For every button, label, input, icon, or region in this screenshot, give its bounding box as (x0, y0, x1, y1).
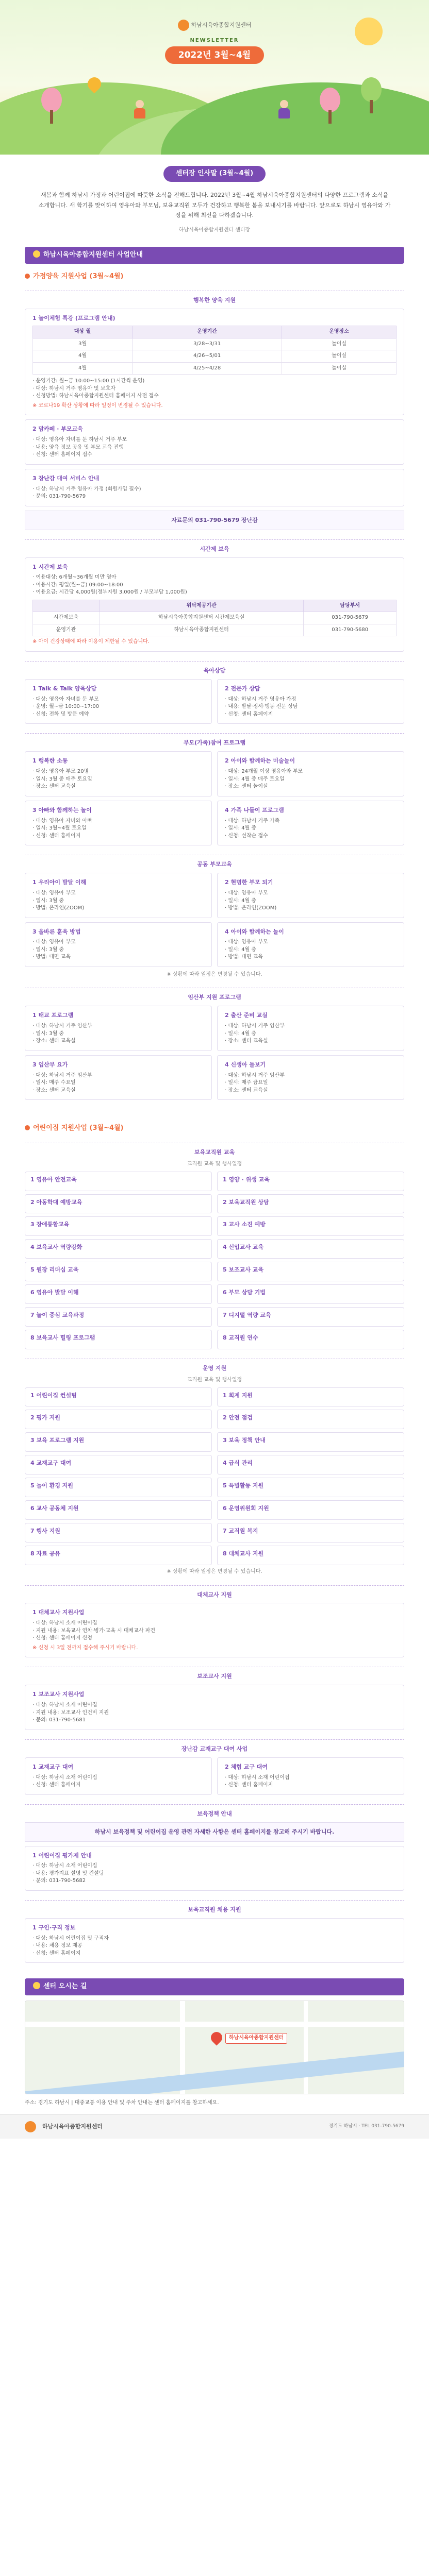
info-table (32, 600, 397, 637)
program-item-title: 2 안전 점검 (223, 1414, 253, 1421)
card-line: · 대상: 하남시 어린이집 및 구직자 (32, 1935, 109, 1941)
card-line: · 일시: 3월 중 (32, 897, 64, 904)
program-item (25, 1387, 212, 1407)
program-card (25, 1603, 404, 1657)
program-row (25, 1478, 404, 1497)
card-title: 2 현명한 부모 되기 (225, 879, 273, 886)
program-item-title: 8 보육교사 힐링 프로그램 (30, 1334, 95, 1342)
schedule-table (32, 326, 397, 375)
program-item (217, 1194, 404, 1214)
card-row (25, 1006, 404, 1050)
card-note: ※ 코로나19 확산 상황에 따라 일정이 변경될 수 있습니다. (32, 402, 163, 409)
program-item-title: 2 평가 지원 (30, 1414, 60, 1421)
card-line: · 장소: 센터 교육실 (225, 1087, 268, 1093)
program-item-title: 3 교사 소진 예방 (223, 1221, 266, 1228)
card-row (25, 1055, 404, 1100)
program-item (217, 1172, 404, 1191)
program-item-title: 4 보육교사 역량강화 (30, 1244, 82, 1251)
table-cell: 운영기관 (33, 624, 100, 636)
card-line: · 이용시간: 평일(월~금) 09:00~18:00 (32, 582, 123, 588)
footer-info: 경기도 하남시 · TEL 031-790-5679 (328, 2124, 404, 2129)
card-line: · 일시: 4월 중 (225, 897, 257, 904)
card-line: · 운영기간: 월~금 10:00~15:00 (1시간씩 운영) (32, 378, 145, 384)
card-line: · 신청: 센터 홈페이지 (32, 1782, 81, 1788)
card-line: · 대상: 하남시 소재 어린이집 (32, 1774, 97, 1781)
card-line: · 대상: 하남시 소재 어린이집 (32, 1863, 97, 1869)
program-card (25, 309, 404, 415)
card-line: · 일시: 4월 중 매주 토요일 (225, 776, 285, 782)
section-title: 장난감 교재교구 대여 사업 (25, 1739, 404, 1753)
card-line: · 내용: 발달·정서·행동 전문 상담 (225, 704, 298, 710)
section-title: 시간제 보육 (25, 539, 404, 553)
card-title: 2 아이와 함께하는 미술놀이 (225, 757, 295, 765)
section-title: 임산부 지원 프로그램 (25, 988, 404, 1002)
daycare-category-label: 어린이집 지원사업 (3월~4월) (33, 1124, 124, 1132)
program-item-title: 1 영유아 안전교육 (30, 1176, 77, 1183)
logo-icon (178, 20, 189, 31)
bullet-icon (25, 274, 30, 279)
issue-title: 2022년 3월~4월 (165, 46, 264, 64)
program-row (25, 1262, 404, 1281)
hero-banner (0, 0, 429, 155)
location-icon (33, 1982, 40, 1989)
program-item (217, 1410, 404, 1429)
program-item (217, 1239, 404, 1259)
program-item-title: 5 특별활동 지원 (223, 1482, 264, 1489)
section-subtitle: 교직원 교육 및 행사일정 (187, 1161, 242, 1167)
program-card (217, 922, 404, 967)
card-title: 1 교재교구 대여 (32, 1763, 74, 1770)
program-row (25, 1284, 404, 1304)
program-card (25, 419, 404, 464)
program-row (25, 1410, 404, 1429)
card-line: · 대상: 하남시 거주 영유아 및 보호자 (32, 385, 116, 392)
newsletter-label: NEWSLETTER (190, 38, 239, 43)
card-title: 2 체험 교구 대여 (225, 1763, 268, 1770)
tree-icon (320, 88, 340, 124)
program-row (25, 1500, 404, 1520)
program-card (25, 469, 404, 506)
map-river (25, 2044, 404, 2094)
card-line: · 지원 내용: 보육교사 연차·병가·교육 시 대체교사 파견 (32, 1628, 156, 1634)
card-title: 1 우리아이 발달 이해 (32, 879, 87, 886)
card-line: · 문의: 031-790-5681 (32, 1717, 86, 1723)
program-item-title: 6 교사 공동체 지원 (30, 1505, 79, 1512)
card-line: · 일시: 매주 수요일 (32, 1080, 76, 1086)
card-line: · 문의: 031-790-5682 (32, 1878, 86, 1884)
card-title: 1 놀이체험 특강 (프로그램 안내) (32, 315, 116, 322)
card-line: · 신청: 센터 홈페이지 (32, 833, 81, 839)
program-card (217, 1055, 404, 1100)
table-header: 운영장소 (282, 326, 397, 338)
program-item (217, 1387, 404, 1407)
child-icon (134, 100, 145, 118)
program-item-title: 7 행사 지원 (30, 1528, 60, 1535)
tree-icon (41, 88, 62, 124)
card-line: · 방법: 대면 교육 (225, 954, 263, 960)
footer (0, 2114, 429, 2139)
policy-highlight: 하남시 보육정책 및 어린이집 운영 관련 자세한 사항은 센터 홈페이지를 참고해 주시기 바랍니다. (25, 1822, 404, 1842)
card-line: · 일시: 4월 중 (225, 1030, 257, 1037)
table-row (33, 350, 397, 363)
card-title: 1 Talk & Talk 양육상담 (32, 685, 97, 692)
table-cell: 031-790-5679 (304, 612, 397, 624)
sun-icon (355, 18, 383, 45)
program-card (217, 679, 404, 724)
program-card (25, 557, 404, 652)
card-line: · 신청: 센터 홈페이지 접수 (32, 452, 92, 458)
table-cell: 하남시육아종합지원센터 시간제보육실 (99, 612, 304, 624)
table-header (33, 600, 100, 612)
card-title: 1 어린이집 평가제 안내 (32, 1852, 92, 1859)
program-item (217, 1500, 404, 1520)
intro-section (0, 155, 429, 247)
program-item-title: 1 영양 · 위생 교육 (223, 1176, 270, 1183)
program-row (25, 1307, 404, 1327)
card-line: · 일시: 3월 중 매주 토요일 (32, 776, 92, 782)
location-map[interactable] (25, 2001, 404, 2094)
program-item-title: 3 보육 정책 안내 (223, 1437, 266, 1444)
card-line: · 대상: 영유아 자녀와 아빠 (32, 818, 92, 824)
program-item-title: 1 어린이집 컨설팅 (30, 1392, 77, 1399)
card-line: · 장소: 센터 교육실 (32, 784, 76, 790)
card-line: · 방법: 대면 교육 (32, 954, 71, 960)
program-card (25, 1757, 212, 1795)
table-row (33, 362, 397, 375)
table-cell: 하남시육아종합지원센터 (99, 624, 304, 636)
program-row (25, 1432, 404, 1452)
card-line: · 신청방법: 하남시육아종합지원센터 홈페이지 사전 접수 (32, 393, 159, 399)
program-row (25, 1172, 404, 1191)
card-line: · 신청: 센터 홈페이지 신청 (32, 1635, 92, 1641)
program-item-title: 4 교재교구 대여 (30, 1460, 72, 1467)
card-line: · 신청: 센터 홈페이지 (225, 1782, 273, 1788)
program-item-title: 4 신입교사 교육 (223, 1244, 264, 1251)
card-title: 1 보조교사 지원사업 (32, 1691, 85, 1698)
card-line: · 방법: 온라인(ZOOM) (32, 905, 85, 911)
program-item-title: 1 회계 지원 (223, 1392, 253, 1399)
card-line: · 일시: 4월 중 (225, 825, 257, 832)
table-cell: 놀이실 (282, 350, 397, 363)
card-title: 4 아이와 함께하는 놀이 (225, 928, 284, 935)
section-title: 행복한 양육 지원 (25, 291, 404, 304)
address-text: 주소: 경기도 하남시 | 대중교통 이용 안내 및 주차 안내는 센터 홈페이지를 참고하세요. (25, 2100, 219, 2106)
program-item (25, 1546, 212, 1565)
section-title: 공동 부모교육 (25, 855, 404, 869)
location-banner (25, 1978, 404, 1995)
program-row (25, 1330, 404, 1349)
table-cell: 4월 (33, 362, 133, 375)
card-title: 4 가족 나들이 프로그램 (225, 806, 284, 814)
program-item-title: 5 놀이 환경 지원 (30, 1482, 73, 1489)
card-row (25, 1757, 404, 1795)
program-item (25, 1194, 212, 1214)
section-subtitle: 교직원 교육 및 행사일정 (187, 1377, 242, 1383)
program-item (217, 1284, 404, 1304)
table-header: 위탁제공기관 (99, 600, 304, 612)
program-item (25, 1500, 212, 1520)
section-note: ※ 상황에 따라 일정은 변경될 수 있습니다. (167, 971, 262, 977)
map-road (25, 2022, 404, 2027)
program-item-title: 6 운영위원회 지원 (223, 1505, 269, 1512)
card-title: 2 출산 준비 교실 (225, 1012, 268, 1019)
card-line: · 대상: 하남시 소재 어린이집 (32, 1620, 97, 1626)
card-title: 1 태교 프로그램 (32, 1012, 74, 1019)
tree-icon (361, 77, 382, 113)
program-row (25, 1216, 404, 1236)
program-card (25, 1685, 404, 1730)
program-item (25, 1284, 212, 1304)
center-logo (170, 20, 259, 31)
program-item (25, 1432, 212, 1452)
card-title: 2 전문가 상담 (225, 685, 260, 692)
section-note: ※ 상황에 따라 일정은 변경될 수 있습니다. (167, 1569, 262, 1575)
home-category (25, 272, 404, 282)
program-item-title: 7 교직원 복지 (223, 1528, 258, 1535)
card-title: 1 대체교사 지원사업 (32, 1609, 85, 1616)
card-title: 3 올바른 훈육 방법 (32, 928, 81, 935)
program-card (25, 801, 212, 845)
daycare-category (25, 1124, 404, 1133)
section-title: 보육교직원 교육 (25, 1143, 404, 1157)
footer-logo-icon (25, 2121, 36, 2132)
program-item (25, 1216, 212, 1236)
program-row (25, 1455, 404, 1475)
program-item-title: 4 급식 관리 (223, 1460, 253, 1467)
card-line: · 대상: 영유아 부모 (32, 939, 76, 945)
section-title: 육아상담 (25, 661, 404, 675)
card-note: ※ 아이 건강상태에 따라 이용이 제한될 수 있습니다. (32, 639, 150, 645)
card-title: 3 임산부 요가 (32, 1061, 68, 1068)
program-item-title: 6 부모 상담 기법 (223, 1289, 266, 1296)
card-line: · 일시: 매주 금요일 (225, 1080, 268, 1086)
card-row (25, 922, 404, 967)
star-icon (33, 250, 40, 258)
program-card (25, 922, 212, 967)
program-item (25, 1455, 212, 1475)
program-row (25, 1546, 404, 1565)
card-line: · 대상: 하남시 거주 가족 (225, 818, 280, 824)
program-card (25, 1846, 404, 1891)
program-row (25, 1239, 404, 1259)
program-item (25, 1410, 212, 1429)
intro-body: 새봄과 함께 하남시 가정과 어린이집에 따뜻한 소식을 전해드립니다. 2022년 3월~4월 하남시육아종합지원센터의 다양한 프로그램과 소식을 소개합니다. 새 학기를 맞이하여 영유아와 부모님, 보육교직원 모두가 건강하고 행복한 봄을 보내시기를 바랍니다. 앞으로도 하남시 영유아와 가정을 위해 최선을 다하겠습니다. (38, 191, 391, 219)
card-title: 1 구인·구직 정보 (32, 1924, 76, 1931)
card-title: 1 행복한 소통 (32, 757, 68, 765)
card-line: · 일시: 3월 중 (32, 1030, 64, 1037)
program-item-title: 7 디지털 역량 교육 (223, 1312, 271, 1319)
program-item (217, 1307, 404, 1327)
program-item (217, 1262, 404, 1281)
card-line: · 운영: 월~금 10:00~17:00 (32, 704, 100, 710)
card-line: · 장소: 센터 교육실 (32, 1038, 76, 1044)
card-line: · 일시: 4월 중 (225, 946, 257, 953)
card-line: · 대상: 하남시 거주 임산부 (225, 1023, 285, 1029)
table-row (33, 624, 397, 636)
program-card (25, 679, 212, 724)
card-note: ※ 신청 시 3일 전까지 접수해 주시기 바랍니다. (32, 1645, 138, 1651)
home-category-label: 가정양육 지원사업 (3월~4월) (33, 272, 124, 280)
contact-highlight: 자료문의 031-790-5679 장난감 (25, 511, 404, 530)
card-title: 2 맘카페 · 부모교육 (32, 426, 83, 433)
program-card (25, 751, 212, 796)
program-card (217, 1757, 404, 1795)
table-header: 운영기간 (133, 326, 282, 338)
program-item-title: 3 보육 프로그램 지원 (30, 1437, 85, 1444)
card-row (25, 751, 404, 796)
card-title: 3 장난감 대여 서비스 안내 (32, 474, 100, 482)
program-card (25, 1918, 404, 1963)
program-item (217, 1432, 404, 1452)
program-item (217, 1546, 404, 1565)
card-line: · 일시: 3월 중 (32, 946, 64, 953)
program-card (217, 801, 404, 845)
card-line: · 내용: 평가지표 설명 및 컨설팅 (32, 1870, 104, 1876)
section-title: 보육교직원 채용 지원 (25, 1900, 404, 1914)
footer-name: 하남시육아종합지원센터 (42, 2123, 103, 2130)
program-card (25, 1006, 212, 1050)
table-row (33, 612, 397, 624)
program-item-title: 8 대체교사 지원 (223, 1550, 264, 1557)
section-title: 보육정책 안내 (25, 1804, 404, 1818)
card-line: · 대상: 하남시 거주 임산부 (32, 1023, 92, 1029)
card-line: · 대상: 하남시 거주 임산부 (225, 1072, 285, 1078)
table-cell: 4월 (33, 350, 133, 363)
card-title: 1 시간제 보육 (32, 563, 68, 570)
card-line: · 내용: 채용 정보 제공 (32, 1943, 82, 1949)
program-card (25, 873, 212, 918)
location-banner-label: 센터 오시는 길 (43, 1982, 87, 1991)
program-card (217, 1006, 404, 1050)
table-header: 담당부서 (304, 600, 397, 612)
card-line: · 신청: 전화 및 방문 예약 (32, 711, 89, 717)
card-line: · 신청: 센터 홈페이지 (225, 711, 273, 717)
card-row (25, 679, 404, 724)
program-row (25, 1523, 404, 1543)
section-title: 부모(가족)참여 프로그램 (25, 733, 404, 747)
program-item (25, 1239, 212, 1259)
card-line: · 대상: 하남시 거주 임산부 (32, 1072, 92, 1078)
program-item (25, 1330, 212, 1349)
table-cell: 4/26~5/01 (133, 350, 282, 363)
card-row (25, 801, 404, 845)
program-item (217, 1478, 404, 1497)
program-item (25, 1307, 212, 1327)
child-icon (278, 100, 290, 118)
card-line: · 대상: 영유아 부모 (32, 890, 76, 896)
card-line: · 대상: 하남시 거주 영유아 가정 (회원가입 필수) (32, 486, 141, 492)
intro-sign: 하남시육아종합지원센터 센터장 (178, 227, 251, 233)
program-card (25, 1055, 212, 1100)
table-cell: 3월 (33, 338, 133, 350)
program-card (217, 873, 404, 918)
program-row (25, 1194, 404, 1214)
section-title: 대체교사 지원 (25, 1585, 404, 1599)
program-item-title: 8 교직원 연수 (223, 1334, 258, 1342)
program-item (25, 1523, 212, 1543)
logo-text: 하남시육아종합지원센터 (191, 22, 252, 29)
card-line: · 대상: 하남시 소재 어린이집 (32, 1702, 97, 1708)
card-row (25, 873, 404, 918)
program-item-title: 3 장애통합교육 (30, 1221, 70, 1228)
card-line: · 대상: 영유아 부모 (225, 939, 268, 945)
card-line: · 이용대상: 6개월~36개월 미만 영아 (32, 574, 117, 581)
card-line: · 대상: 24개월 이상 영유아와 부모 (225, 769, 303, 775)
program-item-title: 7 놀이 중심 교육과정 (30, 1312, 85, 1319)
card-line: · 대상: 영유아 자녀를 둔 부모 (32, 696, 99, 702)
program-item-title: 2 보육교직원 상담 (223, 1198, 269, 1206)
intro-heading: 센터장 인사말 (3월~4월) (163, 166, 266, 182)
program-item-title: 2 아동학대 예방교육 (30, 1198, 82, 1206)
program-item (217, 1330, 404, 1349)
program-item (217, 1216, 404, 1236)
card-line: · 대상: 영유아 부모 (225, 890, 268, 896)
program-item (217, 1455, 404, 1475)
table-cell: 4/25~4/28 (133, 362, 282, 375)
program-item-title: 5 보조교사 교육 (223, 1266, 264, 1274)
card-line: · 대상: 영유아 자녀를 둔 하남시 거주 부모 (32, 437, 127, 443)
table-cell: 놀이실 (282, 362, 397, 375)
table-cell: 시간제보육 (33, 612, 100, 624)
map-marker-icon (208, 2030, 224, 2046)
card-line: · 대상: 하남시 거주 영유아 가정 (225, 696, 296, 702)
map-road (304, 2001, 308, 2094)
card-title: 3 아빠와 함께하는 놀이 (32, 806, 92, 814)
program-item (25, 1262, 212, 1281)
table-cell: 3/28~3/31 (133, 338, 282, 350)
card-line: · 장소: 센터 교육실 (225, 1038, 268, 1044)
card-line: · 내용: 양육 정보 공유 및 부모 교육 진행 (32, 444, 124, 450)
program-item (217, 1523, 404, 1543)
program-row (25, 1387, 404, 1407)
map-label: 하남시육아종합지원센터 (225, 2033, 287, 2044)
card-line: · 대상: 영유아 부모 20명 (32, 769, 89, 775)
card-line: · 장소: 센터 교육실 (32, 1087, 76, 1093)
bullet-icon (25, 1125, 30, 1130)
program-card (217, 751, 404, 796)
section-title: 운영 지원 (25, 1359, 404, 1372)
section-title: 보조교사 지원 (25, 1667, 404, 1681)
card-line: · 신청: 선착순 접수 (225, 833, 268, 839)
card-line: · 지원 내용: 보조교사 인건비 지원 (32, 1709, 109, 1716)
card-line: · 일시: 3월~4월 토요일 (32, 825, 87, 832)
card-line: · 장소: 센터 놀이실 (225, 784, 268, 790)
card-line: · 대상: 하남시 소재 어린이집 (225, 1774, 290, 1781)
program-item-title: 6 영유아 발달 이해 (30, 1289, 79, 1296)
table-cell: 031-790-5680 (304, 624, 397, 636)
program-item (25, 1172, 212, 1191)
main-banner (25, 247, 404, 264)
table-cell: 놀이실 (282, 338, 397, 350)
table-header: 대상 월 (33, 326, 133, 338)
card-line: · 신청: 센터 홈페이지 (32, 1950, 81, 1956)
hill-shape (161, 82, 429, 155)
main-banner-label: 하남시육아종합지원센터 사업안내 (43, 250, 143, 259)
card-line: · 문의: 031-790-5679 (32, 494, 86, 500)
card-line: · 방법: 온라인(ZOOM) (225, 905, 277, 911)
table-row (33, 338, 397, 350)
card-title: 4 신생아 돌보기 (225, 1061, 266, 1068)
program-item-title: 5 원장 리더십 교육 (30, 1266, 79, 1274)
program-item-title: 8 자료 공유 (30, 1550, 60, 1557)
program-item (25, 1478, 212, 1497)
card-line: · 이용요금: 시간당 4,000원(정부지원 3,000원 / 부모부담 1,000원) (32, 589, 187, 596)
